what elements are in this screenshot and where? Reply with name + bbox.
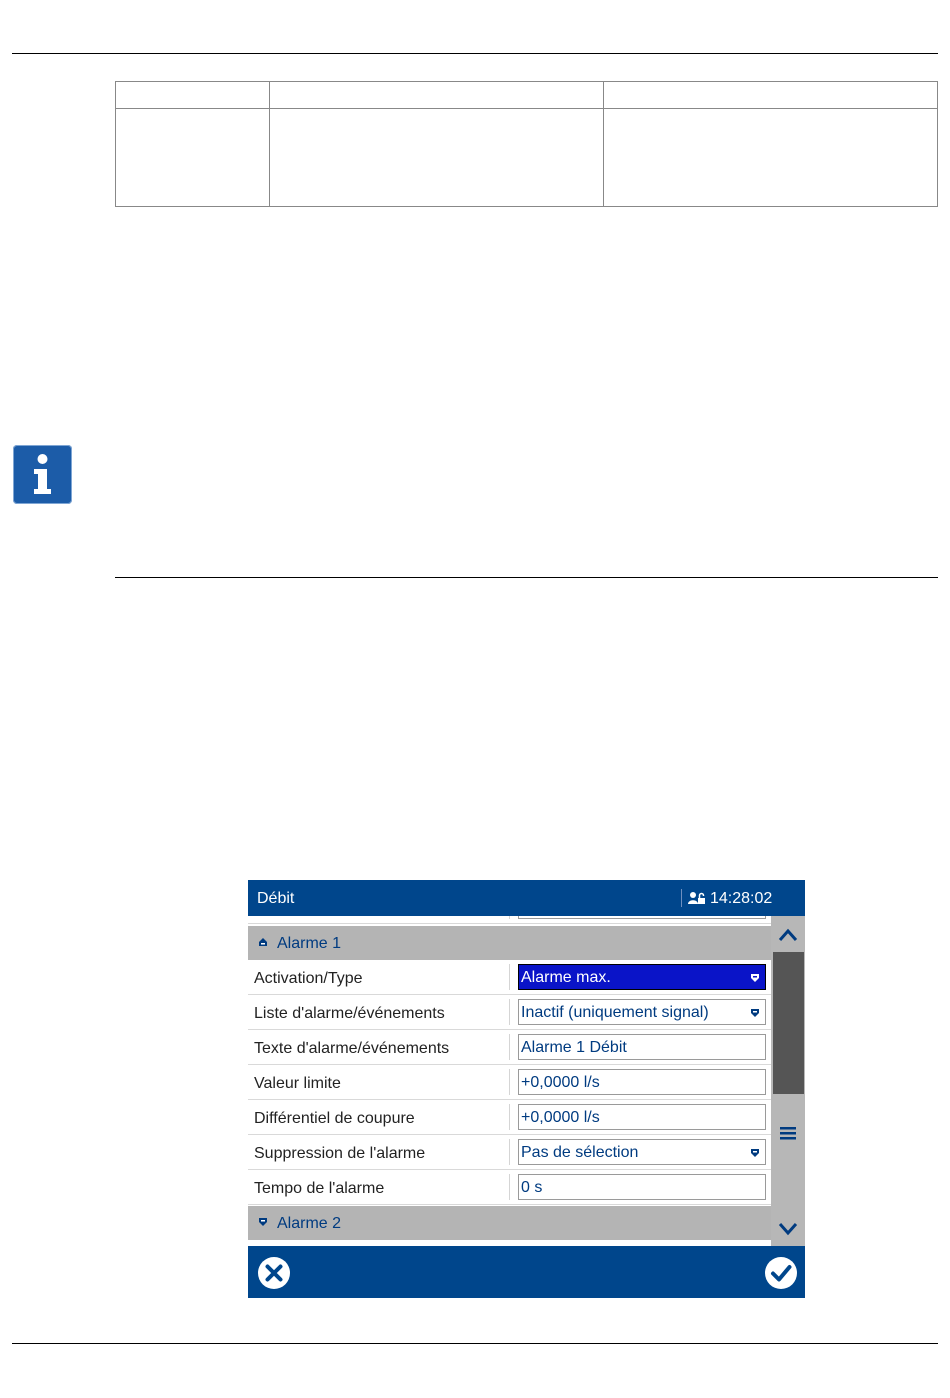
field-value: +0,0000 l/s xyxy=(521,1074,600,1091)
field-value: Alarme max. xyxy=(521,969,611,986)
section-alarm-1[interactable] xyxy=(248,926,771,960)
alarm-list-select[interactable] xyxy=(518,999,766,1025)
alarm-suppression-select[interactable] xyxy=(518,1139,766,1165)
alarm-text-input[interactable] xyxy=(518,1034,766,1060)
list-item xyxy=(248,961,771,995)
table-col-divider xyxy=(603,82,604,206)
param-label: Différentiel de coupure xyxy=(254,1110,415,1127)
dropdown-icon xyxy=(750,1008,760,1018)
section-rule xyxy=(115,577,938,578)
section-label: Alarme 1 xyxy=(277,935,342,952)
field-value: Inactif (uniquement signal) xyxy=(521,1004,709,1021)
collapse-icon xyxy=(258,937,268,947)
list-item xyxy=(248,1031,771,1065)
cancel-icon[interactable] xyxy=(257,1256,291,1290)
param-label: Liste d'alarme/événements xyxy=(254,1005,445,1022)
user-lock-icon xyxy=(688,890,706,907)
scroll-thumb[interactable] xyxy=(773,952,804,1094)
menu-icon[interactable] xyxy=(771,1116,805,1150)
device-screen xyxy=(248,880,805,1298)
field-value: 0 s xyxy=(521,1179,543,1196)
info-icon xyxy=(13,445,72,504)
list-item xyxy=(248,996,771,1030)
list-item xyxy=(248,1171,771,1205)
param-label: Texte d'alarme/événements xyxy=(254,1040,450,1057)
chevron-up-icon[interactable] xyxy=(771,918,805,952)
list-item xyxy=(248,1136,771,1170)
column-divider xyxy=(509,964,510,990)
param-label: Tempo de l'alarme xyxy=(254,1180,385,1197)
list-item-partial xyxy=(248,916,771,924)
dropdown-icon xyxy=(750,1148,760,1158)
dropdown-icon xyxy=(750,973,760,983)
screen-title: Débit xyxy=(257,890,295,907)
section-alarm-2[interactable] xyxy=(248,1206,771,1240)
table-col-divider xyxy=(269,82,270,206)
column-divider xyxy=(509,1034,510,1060)
top-rule xyxy=(12,53,938,54)
column-divider xyxy=(509,1174,510,1200)
scrollbar[interactable] xyxy=(771,916,805,1246)
doc-table xyxy=(115,81,938,207)
expand-icon xyxy=(258,1217,268,1227)
value-field-partial xyxy=(518,916,766,919)
field-value: +0,0000 l/s xyxy=(521,1109,600,1126)
param-label: Activation/Type xyxy=(254,970,363,987)
hysteresis-input[interactable] xyxy=(518,1104,766,1130)
field-value: Pas de sélection xyxy=(521,1144,639,1161)
bottom-rule xyxy=(12,1343,938,1344)
title-separator xyxy=(681,889,682,907)
parameter-list xyxy=(248,916,771,1246)
section-label: Alarme 2 xyxy=(277,1215,342,1232)
list-item xyxy=(248,1066,771,1100)
column-divider xyxy=(509,999,510,1025)
column-divider xyxy=(509,916,510,919)
param-label: Valeur limite xyxy=(254,1075,341,1092)
check-icon[interactable] xyxy=(764,1256,798,1290)
activation-type-select[interactable] xyxy=(518,964,766,990)
title-bar xyxy=(248,880,805,916)
param-label: Suppression de l'alarme xyxy=(254,1145,426,1162)
column-divider xyxy=(509,1139,510,1165)
list-item xyxy=(248,1101,771,1135)
field-value: Alarme 1 Débit xyxy=(521,1039,627,1056)
column-divider xyxy=(509,1104,510,1130)
clock: 14:28:02 xyxy=(710,890,773,907)
bottom-bar xyxy=(248,1246,805,1298)
alarm-delay-input[interactable] xyxy=(518,1174,766,1200)
limit-value-input[interactable] xyxy=(518,1069,766,1095)
column-divider xyxy=(509,1069,510,1095)
chevron-down-icon[interactable] xyxy=(771,1212,805,1246)
table-header-divider xyxy=(116,108,937,109)
